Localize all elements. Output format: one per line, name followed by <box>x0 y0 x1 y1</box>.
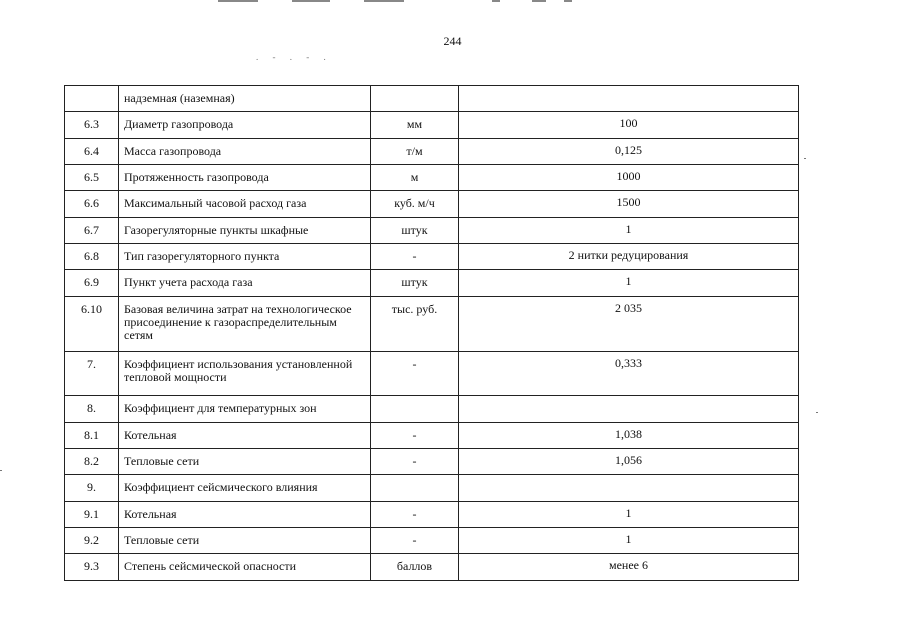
value-cell: 1 <box>459 270 799 297</box>
row-number-cell: 6.3 <box>65 112 119 139</box>
unit-cell: баллов <box>371 554 459 581</box>
parameter-name-cell: Пункт учета расхода газа <box>119 270 371 297</box>
unit-cell: куб. м/ч <box>371 191 459 218</box>
table-row <box>65 86 799 112</box>
unit-cell: - <box>371 449 459 475</box>
table-row <box>65 396 799 423</box>
table-row <box>65 528 799 554</box>
parameter-name-cell: Коэффициент сейсмического влияния <box>119 475 371 502</box>
parameter-name-cell: Протяженность газопровода <box>119 165 371 191</box>
value-cell: 0,333 <box>459 352 799 396</box>
table-row <box>65 297 799 352</box>
parameter-name-cell: Базовая величина затрат на технологическое присоединение к газораспределительным сетям <box>119 297 371 352</box>
table-row <box>65 112 799 139</box>
scan-edge-line <box>532 0 546 2</box>
table-row <box>65 423 799 449</box>
unit-cell: - <box>371 423 459 449</box>
unit-cell: тыс. руб. <box>371 297 459 352</box>
row-number-cell: 6.8 <box>65 244 119 270</box>
value-cell: 100 <box>459 112 799 139</box>
page-number: 244 <box>443 34 462 48</box>
value-cell: 1 <box>459 218 799 244</box>
table-row <box>65 244 799 270</box>
unit-cell: - <box>371 352 459 396</box>
table-row <box>65 270 799 297</box>
unit-cell: т/м <box>371 139 459 165</box>
value-cell: 1 <box>459 528 799 554</box>
scan-speck <box>0 470 2 471</box>
scan-edge-line <box>218 0 258 2</box>
table-body <box>65 86 799 581</box>
row-number-cell: 6.9 <box>65 270 119 297</box>
scan-edge-line <box>564 0 572 2</box>
scan-edge-line <box>492 0 500 2</box>
value-cell: 1000 <box>459 165 799 191</box>
row-number-cell <box>65 86 119 112</box>
value-cell: 1,056 <box>459 449 799 475</box>
parameter-name-cell: Тип газорегуляторного пункта <box>119 244 371 270</box>
unit-cell: - <box>371 528 459 554</box>
value-cell <box>459 475 799 502</box>
value-cell <box>459 86 799 112</box>
row-number-cell: 9.1 <box>65 502 119 528</box>
unit-cell <box>371 86 459 112</box>
row-number-cell: 6.10 <box>65 297 119 352</box>
row-number-cell: 8.1 <box>65 423 119 449</box>
table-row <box>65 165 799 191</box>
value-cell <box>459 396 799 423</box>
value-cell: менее 6 <box>459 554 799 581</box>
unit-cell: штук <box>371 218 459 244</box>
parameter-name-cell: Тепловые сети <box>119 528 371 554</box>
unit-cell: мм <box>371 112 459 139</box>
parameter-name-cell: надземная (наземная) <box>119 86 371 112</box>
parameter-name-cell: Масса газопровода <box>119 139 371 165</box>
table-row <box>65 139 799 165</box>
row-number-cell: 7. <box>65 352 119 396</box>
row-number-cell: 6.5 <box>65 165 119 191</box>
table-row <box>65 191 799 218</box>
row-number-cell: 9.2 <box>65 528 119 554</box>
row-number-cell: 9. <box>65 475 119 502</box>
scan-speck <box>804 158 806 159</box>
scan-marks: . - . - . <box>256 52 332 62</box>
value-cell: 1 <box>459 502 799 528</box>
row-number-cell: 6.7 <box>65 218 119 244</box>
table-row <box>65 352 799 396</box>
parameters-table <box>64 85 799 581</box>
unit-cell: - <box>371 244 459 270</box>
row-number-cell: 6.4 <box>65 139 119 165</box>
value-cell: 0,125 <box>459 139 799 165</box>
table-row <box>65 502 799 528</box>
value-cell: 2 нитки редуцирования <box>459 244 799 270</box>
table-row <box>65 218 799 244</box>
table-row <box>65 449 799 475</box>
parameter-name-cell: Максимальный часовой расход газа <box>119 191 371 218</box>
unit-cell: м <box>371 165 459 191</box>
table-row <box>65 475 799 502</box>
parameter-name-cell: Газорегуляторные пункты шкафные <box>119 218 371 244</box>
unit-cell: - <box>371 502 459 528</box>
parameter-name-cell: Коэффициент для температурных зон <box>119 396 371 423</box>
table-row <box>65 554 799 581</box>
parameter-name-cell: Котельная <box>119 423 371 449</box>
row-number-cell: 9.3 <box>65 554 119 581</box>
value-cell: 1,038 <box>459 423 799 449</box>
parameter-name-cell: Степень сейсмической опасности <box>119 554 371 581</box>
parameter-name-cell: Котельная <box>119 502 371 528</box>
value-cell: 2 035 <box>459 297 799 352</box>
parameter-name-cell: Коэффициент использования установленной тепловой мощности <box>119 352 371 396</box>
row-number-cell: 8. <box>65 396 119 423</box>
parameter-name-cell: Диаметр газопровода <box>119 112 371 139</box>
unit-cell <box>371 475 459 502</box>
unit-cell <box>371 396 459 423</box>
value-cell: 1500 <box>459 191 799 218</box>
parameter-name-cell: Тепловые сети <box>119 449 371 475</box>
scan-speck <box>816 412 818 413</box>
row-number-cell: 8.2 <box>65 449 119 475</box>
row-number-cell: 6.6 <box>65 191 119 218</box>
scan-edge-line <box>292 0 330 2</box>
unit-cell: штук <box>371 270 459 297</box>
scan-edge-line <box>364 0 404 2</box>
